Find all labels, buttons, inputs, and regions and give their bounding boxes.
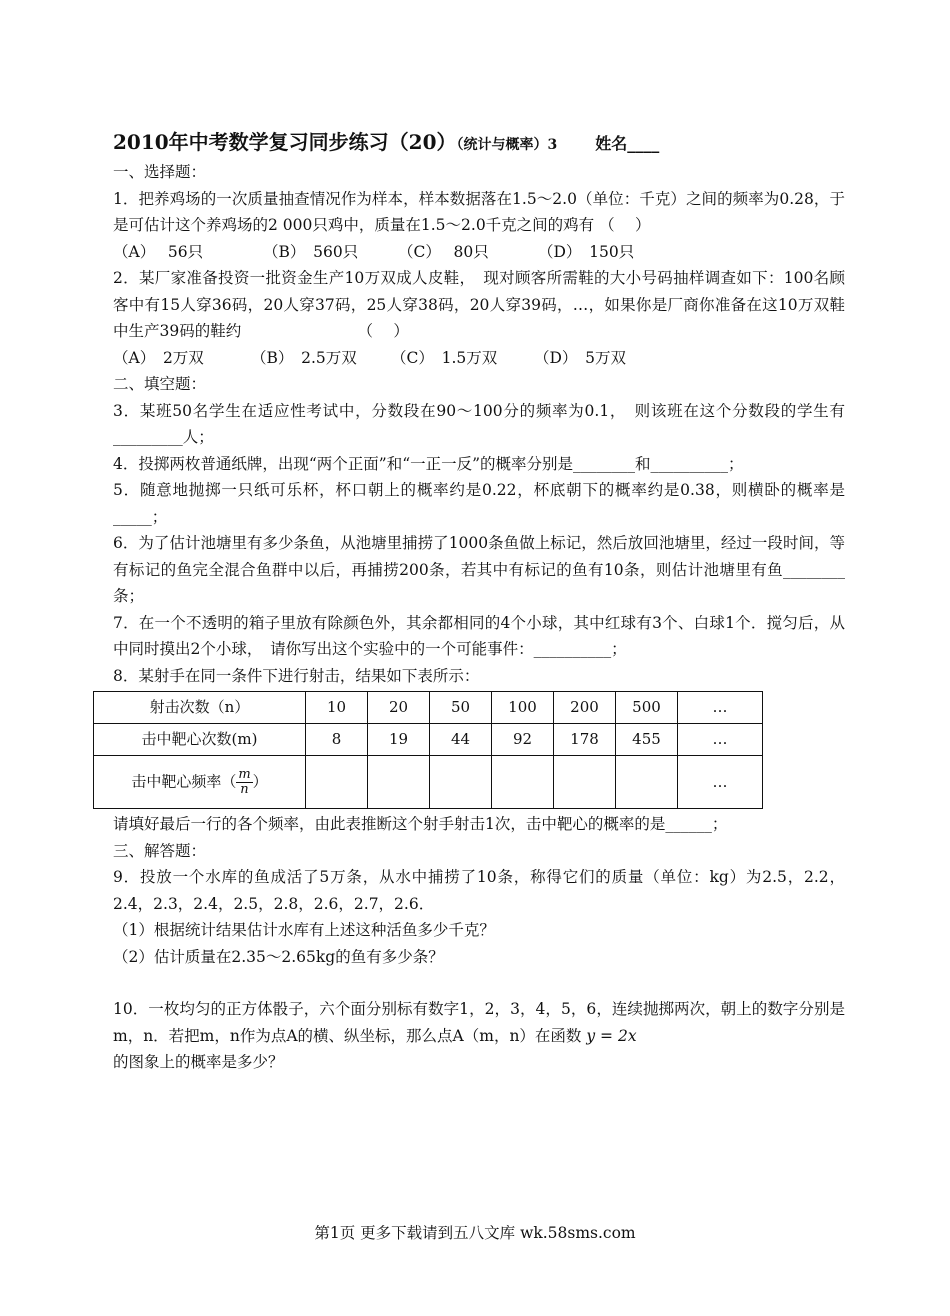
option-b: （B） 2.5万双 — [251, 348, 357, 367]
page-footer: 第1页 更多下载请到五八文库 wk.58sms.com — [314, 1224, 636, 1242]
question-1: 1．把养鸡场的一次质量抽查情况作为样本，样本数据落在1.5～2.0（单位：千克）之间的频率为0.28，于是可估计这个养鸡场的2 000只鸡中，质量在1.5～2.0千克之间的鸡有 （ ） — [113, 189, 845, 234]
table-empty-cell — [306, 756, 368, 809]
question-10-text: 10．一枚均匀的正方体骰子，六个面分别标有数字1，2，3，4，5，6，连续抛掷两次，朝上的数字分别是m，n．若把m，n作为点A的横、纵坐标，那么点A（m，n）在函数 — [113, 1000, 845, 1045]
table-cell: 200 — [554, 692, 616, 724]
question-9: 9．投放一个水库的鱼成活了5万条，从水中捕捞了10条，称得它们的质量（单位：kg）为2.5，2.2，2.4，2.3，2.4，2.5，2.8，2.6，2.7，2.6． — [113, 868, 845, 913]
fraction-m-over-n — [236, 768, 252, 797]
table-cell: … — [678, 756, 763, 809]
table-empty-cell — [616, 756, 678, 809]
option-c: （C） 80只 — [398, 242, 489, 261]
question-8: 8．某射手在同一条件下进行射击，结果如下表所示： — [113, 666, 480, 685]
table-header-frequency — [94, 756, 306, 809]
name-field-label: 姓名____ — [595, 134, 660, 153]
title-main: 2010年中考数学复习同步练习（20） — [113, 130, 457, 154]
table-cell: … — [678, 724, 763, 756]
table-cell: 20 — [368, 692, 430, 724]
worksheet — [113, 128, 845, 1076]
worksheet-title — [113, 128, 845, 159]
option-d: （D） 5万双 — [534, 348, 627, 367]
shooting-table — [93, 691, 763, 809]
question-9-part-1: （1）根据统计结果估计水库有上述这种活鱼多少千克？ — [113, 921, 495, 939]
fraction-denominator: n — [240, 781, 249, 797]
question-7: 7．在一个不透明的箱子里放有除颜色外，其余都相同的4个小球，其中红球有3个、白球1个．搅匀后，从中同时摸出2个小球， 请你写出这个实验中的一个可能事件：__________； — [113, 613, 845, 658]
table-header-shots: 射击次数（n） — [94, 692, 306, 724]
table-cell: … — [678, 692, 763, 724]
question-3: 3．某班50名学生在适应性考试中，分数段在90～100分的频率为0.1， 则该班在这个分数段的学生有_________人； — [113, 401, 845, 446]
question-2: 2．某厂家准备投资一批资金生产10万双成人皮鞋， 现对顾客所需鞋的大小号码抽样调查如下：100名顾客中有15人穿36码，20人穿37码，25人穿38码，20人穿39码，…，如果你是厂商你准备在这10万双鞋中生产39码的鞋约 （ ） — [113, 269, 845, 340]
question-4: 4．投掷两枚普通纸牌，出现“两个正面”和“一正一反”的概率分别是________和__________； — [113, 454, 744, 473]
question-8-followup: 请填好最后一行的各个频率，由此表推断这个射手射击1次，击中靶心的概率的是______； — [113, 815, 728, 833]
title-sub: （统计与概率）3 — [456, 137, 558, 153]
table-cell: 455 — [616, 724, 678, 756]
question-10 — [113, 996, 845, 1076]
question-6: 6．为了估计池塘里有多少条鱼，从池塘里捕捞了1000条鱼做上标记，然后放回池塘里，经过一段时间，等有标记的鱼完全混合鱼群中以后，再捕捞200条，若其中有标记的鱼有10条，则估计池塘里有鱼________条； — [113, 534, 845, 605]
table-empty-cell — [368, 756, 430, 809]
table-empty-cell — [492, 756, 554, 809]
table-cell: 500 — [616, 692, 678, 724]
frequency-label: 击中靶心频率（ — [131, 772, 237, 790]
section-heading-choice: 一、选择题： — [113, 163, 207, 181]
table-cell: 10 — [306, 692, 368, 724]
table-cell: 8 — [306, 724, 368, 756]
section-heading-answer: 三、解答题： — [113, 841, 207, 860]
function-formula: y = 2x — [586, 1026, 637, 1045]
option-c: （C） 1.5万双 — [391, 348, 498, 367]
table-cell: 178 — [554, 724, 616, 756]
fraction-numerator: m — [238, 766, 251, 782]
option-d: （D） 150只 — [538, 242, 635, 261]
question-10-text-end: 的图象上的概率是多少？ — [113, 1053, 284, 1071]
table-empty-cell — [430, 756, 492, 809]
table-empty-cell — [554, 756, 616, 809]
table-cell: 100 — [492, 692, 554, 724]
option-a: （A） 2万双 — [113, 348, 204, 367]
frequency-label-end: ） — [252, 772, 268, 790]
question-2-options — [113, 345, 845, 372]
table-header-hits: 击中靶心次数(m) — [94, 724, 306, 756]
question-1-options — [113, 239, 845, 266]
question-5: 5．随意地抛掷一只纸可乐杯，杯口朝上的概率约是0.22，杯底朝下的概率约是0.38，则横卧的概率是_____； — [113, 481, 845, 526]
option-a: （A） 56只 — [113, 242, 204, 261]
table-cell: 92 — [492, 724, 554, 756]
question-9-part-2: （2）估计质量在2.35～2.65kg的鱼有多少条？ — [113, 947, 444, 966]
table-cell: 50 — [430, 692, 492, 724]
section-heading-fill: 二、填空题： — [113, 375, 207, 393]
table-cell: 19 — [368, 724, 430, 756]
option-b: （B） 560只 — [263, 242, 359, 261]
table-cell: 44 — [430, 724, 492, 756]
